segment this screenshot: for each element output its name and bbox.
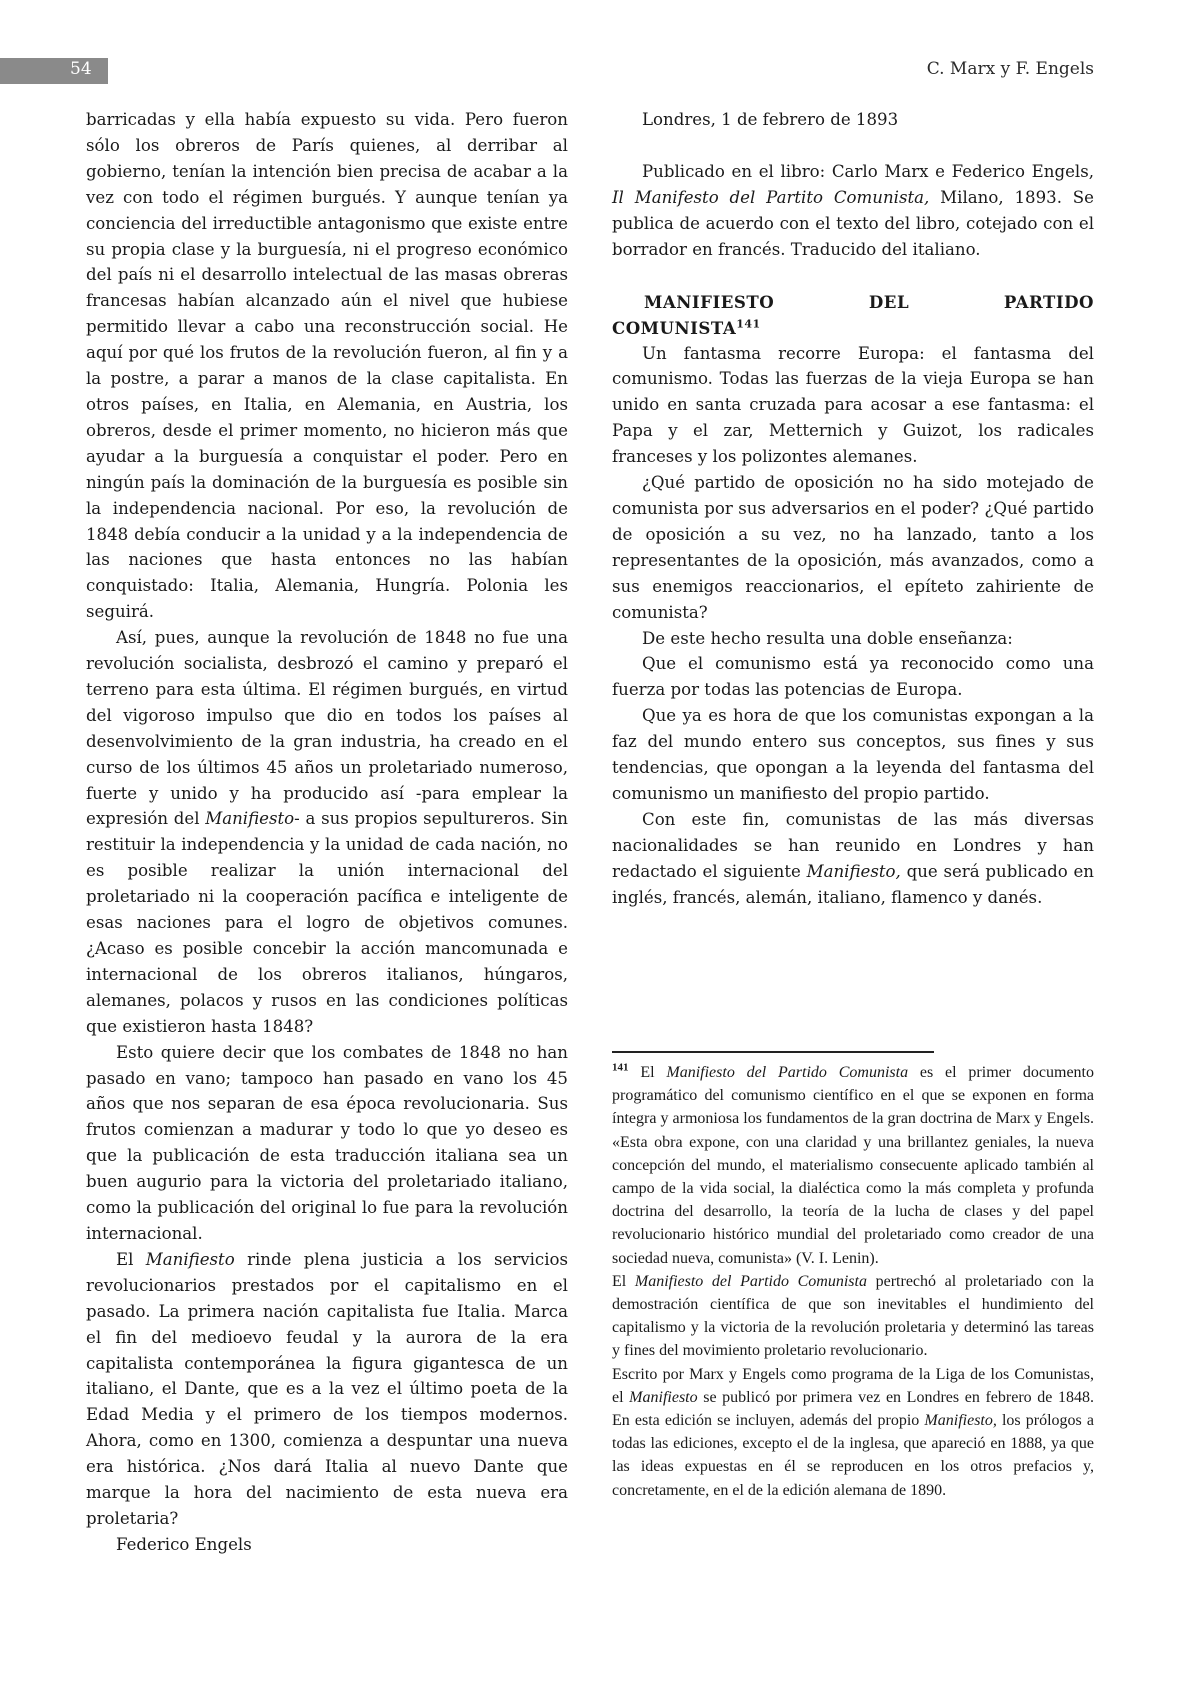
footnote-reference: 141 — [736, 317, 761, 330]
paragraph: Que ya es hora de que los comunistas expongan a la faz del mundo entero sus conceptos, sus fines y sus tendencias, que opongan a la leyenda del fantasma del comunismo un manifiesto del propio partido. — [612, 706, 1094, 803]
paragraph: De este hecho resulta una doble enseñanza: — [642, 628, 1013, 648]
paragraph: El Manifiesto rinde plena justicia a los servicios revolucionarios prestados por el capitalismo en el pasado. La primera nación capitalista fue Italia. Marca el fin del medioevo feudal y la aurora de la era capitalista contemporánea la figura gigantesca de un italiano, el Dante, que es a la vez el último poeta de la Edad Media y el primero de los tiempos modernos. Ahora, como en 1300, comienza a despuntar una nueva era histórica. ¿Nos dará Italia al nuevo Dante que marque la hora del nacimiento de esta nueva era proletaria? — [86, 1249, 569, 1528]
paragraph: Que el comunismo está ya reconocido como una fuerza por todas las potencias de Europa. — [612, 654, 1094, 700]
paragraph: Esto quiere decir que los combates de 1848 no han pasado en vano; tampoco han pasado en vano los 45 años que nos separan de esa época revolucionaria. Sus frutos comienzan a madurar y todo lo que yo deseo es que la publicación de esta traducción italiana sea un buen augurio para la victoria del proletariado italiano, como la publicación del original lo fue para la revolución internacional. — [86, 1042, 568, 1243]
paragraph: Un fantasma recorre Europa: el fantasma del comunismo. Todas las fuerzas de la vieja Europa se han unido en santa cruzada para acosar a ese fantasma: el Papa y el zar, Metternich y Guizot, los radicales franceses y los polizontes alemanes. — [612, 343, 1094, 467]
footnote — [612, 1061, 1094, 1502]
dateline: Londres, 1 de febrero de 1893 — [642, 110, 899, 129]
publication-note: Publicado en el libro: Carlo Marx e Federico Engels, Il Manifesto del Partito Comunista, Milano, 1893. Se publica de acuerdo con el texto del libro, cotejado con el borrador en francés. Traducido del italiano. — [612, 161, 1094, 259]
page-number-bar — [0, 58, 108, 84]
page-number: 54 — [70, 59, 92, 79]
footnote-mark: 141 — [612, 1061, 629, 1074]
paragraph: ¿Qué partido de oposición no ha sido motejado de comunista por sus adversarios en el poder? ¿Qué partido de oposición a su vez, no ha lanzado, tanto a los representantes de la oposición, más avanzados, como a sus enemigos reaccionarios, el epíteto zahiriente de comunista? — [612, 473, 1094, 622]
footnote-paragraph: Escrito por Marx y Engels como programa de la Liga de los Comunistas, el Manifiesto se publicó por primera vez en Londres en febrero de 1848. En esta edición se incluyen, además del propio Manifiesto, los prólogos a todas las ediciones, excepto el de la inglesa, que apareció en 1888, ya que las ideas expuestas en él se reproducen en los otros prefacios y, concretamente, en el de la edición alemana de 1890. — [612, 1365, 1094, 1499]
section-heading: MANIFIESTO DEL PARTIDO COMUNISTA$^{141}$ — [612, 291, 1094, 338]
left-column — [86, 107, 568, 1558]
footnote-paragraph: $^{141}$ El Manifiesto del Partido Comunista es el primer documento programático del comunismo científico en el que se exponen en forma íntegra y armoniosa los fundamentos de la gran doctrina de Marx y Engels. «Esta obra expone, con una claridad y una brillantez geniales, la nueva concepción del mundo, el materialismo consecuente aplicado también al campo de la vida social, la dialéctica como la más completa y profunda doctrina del desarrollo, la teoría de la lucha de clases y del papel revolucionario histórico mundial del proletariado como creador de una sociedad nueva, comunista» (V. I. Lenin). — [612, 1061, 1095, 1267]
paragraph: Con este fin, comunistas de las más diversas nacionalidades se han reunido en Londres y han redactado el siguiente Manifiesto, que será publicado en inglés, francés, alemán, italiano, flamenco y danés. — [612, 809, 1094, 907]
running-title: C. Marx y F. Engels — [926, 59, 1094, 79]
right-column — [612, 107, 1094, 910]
footnote-rule — [612, 1051, 934, 1053]
paragraph: Así, pues, aunque la revolución de 1848 no fue una revolución socialista, desbrozó el camino y preparó el terreno para esta última. El régimen burgués, en virtud del vigoroso impulso que dio en todos los países al desenvolvimiento de la gran industria, ha creado en el curso de los últimos 45 años un proletariado numeroso, fuerte y unido y ha producido así -para emplear la expresión del Manifiesto- a sus propios sepultureros. Sin restituir la independencia y la unidad de cada nación, no es posible realizar la unión internacional del proletariado ni la cooperación pacífica e inteligente de esas naciones para el logro de objetivos comunes. ¿Acaso es posible concebir la acción mancomunada e internacional de los obreros italianos, húngaros, alemanes, polacos y rusos en las condiciones políticas que existieron hasta 1848? — [86, 628, 568, 1036]
paragraph: barricadas y ella había expuesto su vida. Pero fueron sólo los obreros de París quienes, al derribar al gobierno, tenían la intención bien precisa de acabar a la vez con todo el régimen burgués. Y aunque tenían ya conciencia del irreductible antagonismo que existe entre su propia clase y la burguesía, ni el progreso económico del país ni el desarrollo intelectual de las masas obreras francesas habían alcanzado aún el nivel que hubiese permitido llevar a cabo una reconstrucción social. He aquí por qué los frutos de la revolución fueron, al fin y a la postre, a parar a manos de la clase capitalista. En otros países, en Italia, en Alemania, en Austria, los obreros, desde el primer momento, no hicieron más que ayudar a la burguesía a conquistar el poder. Pero en ningún país la dominación de la burguesía es posible sin la independencia nacional. Por eso, la revolución de 1848 debía conducir a la unidad y a la independencia de las naciones que hasta entonces no las habían conquistado: Italia, Alemania, Hungría. Polonia les seguirá. — [86, 110, 568, 622]
footnote-paragraph: El Manifiesto del Partido Comunista pertrechó al proletariado con la demostración científica de que son inevitables el hundimiento del capitalismo y la victoria de la revolución proletaria y determinó las tareas y fines del movimiento proletario revolucionario. — [612, 1272, 1095, 1360]
signature: Federico Engels — [116, 1534, 252, 1554]
